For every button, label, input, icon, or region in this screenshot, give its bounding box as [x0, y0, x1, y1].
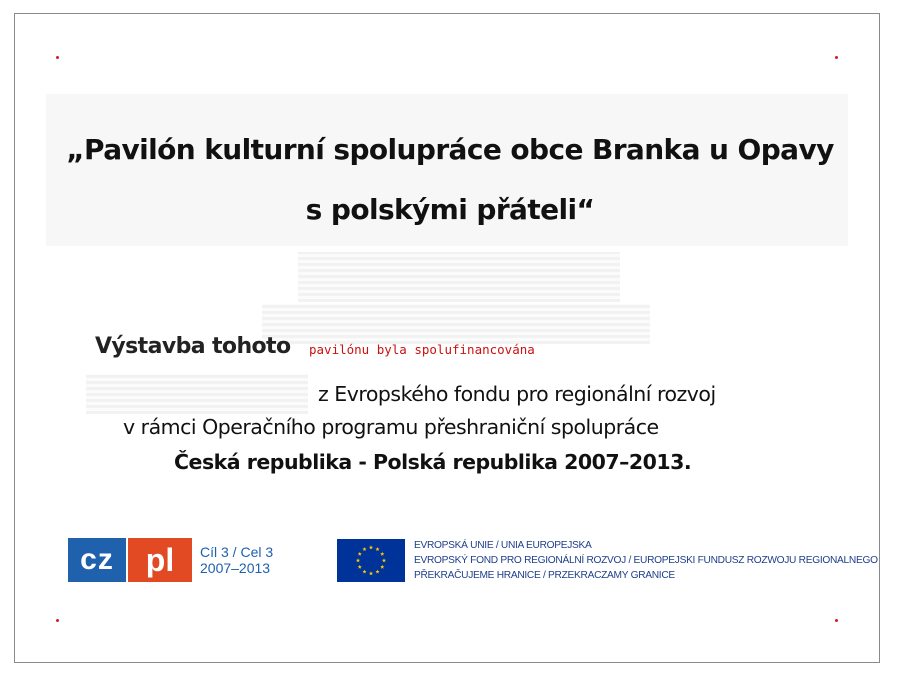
czpl-pl-block: pl — [128, 538, 192, 582]
funding-lead-text: Výstavba tohoto — [95, 334, 291, 359]
eu-logo-text — [414, 538, 878, 583]
corner-marker — [835, 56, 838, 59]
eu-logo-line-2: EVROPSKÝ FOND PRO REGIONÁLNÍ ROZVOJ / EUROPEJSKI FUNDUSZ ROZWOJU REGIONALNEGO — [414, 555, 878, 566]
title-line-1: „Pavilón kulturní spolupráce obce Branka u Opavy — [66, 133, 834, 166]
funding-line-2: v rámci Operačního programu přeshraniční spolupráce — [123, 415, 659, 439]
erased-text-area — [298, 252, 620, 302]
czpl-years: 2007–2013 — [200, 560, 271, 576]
corner-marker — [56, 619, 59, 622]
czpl-goal-label: Cíl 3 / Cel 3 — [200, 544, 274, 560]
title-line-2: s polskými přáteli“ — [305, 193, 595, 226]
erased-text-area — [86, 374, 308, 414]
eu-logo-line-1: EVROPSKÁ UNIE / UNIA EUROPEJSKA — [414, 540, 592, 551]
corner-marker — [835, 619, 838, 622]
corner-marker — [56, 56, 59, 59]
eu-flag-icon — [337, 539, 405, 582]
funding-line-1: z Evropského fondu pro regionální rozvoj — [318, 382, 716, 406]
czpl-cz-block: cz — [68, 538, 126, 582]
erased-text-area — [262, 304, 650, 344]
funding-line-3: Česká republika - Polská republika 2007–2013. — [174, 450, 692, 474]
eu-logo-line-3: PŘEKRAČUJEME HRANICE / PRZEKRACZAMY GRANICE — [414, 570, 675, 581]
funding-typed-insert: pavilónu byla spolufinancována — [309, 342, 535, 357]
czpl-logo — [68, 538, 273, 582]
czpl-goal-text — [200, 544, 273, 576]
